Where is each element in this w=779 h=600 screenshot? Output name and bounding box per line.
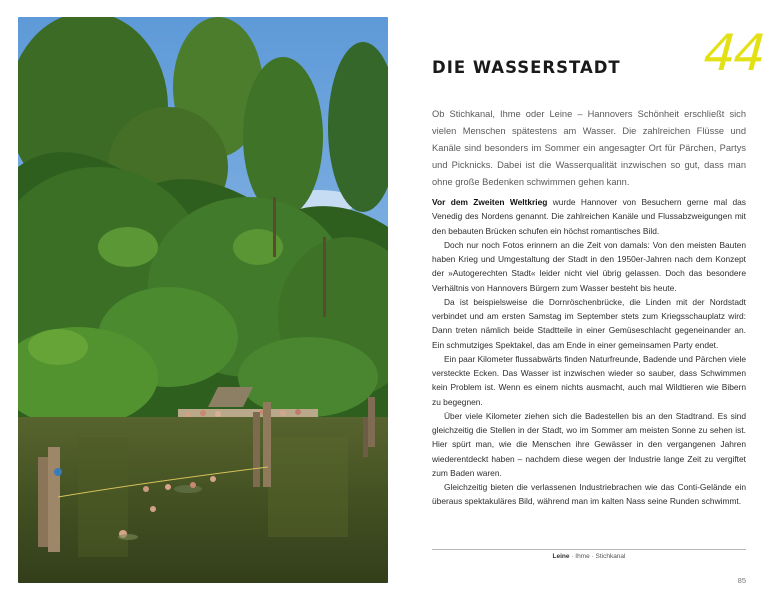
- body-paragraph-3: Da ist beispielsweise die Dornröschenbrücke, die Linden mit der Nordstadt verbindet und am ersten Samstag im September stets zum Kriegsschauplatz wird: Dann treten nämlich beide Stadtteile in einer Gemüseschlacht gegeneinander an. Ein schmutziges Spektakel, das am Ende in einer gemeinsamen Party endet.: [432, 296, 746, 350]
- footer-divider: [432, 549, 746, 550]
- body-paragraph-6: Gleichzeitig bieten die verlassenen Industriebrachen wie das Conti-Gelände ein überaus spektakuläres Bild, während man im kalten Nass seine Runden schwimmt.: [432, 482, 746, 507]
- photo-illustration: [18, 17, 388, 583]
- chapter-title: DIE WASSERSTADT: [432, 58, 621, 77]
- lead-bold: Vor dem Zweiten Weltkrieg: [432, 197, 548, 207]
- intro-paragraph: Ob Stichkanal, Ihme oder Leine – Hannovers Schönheit erschließt sich vielen Menschen spätestens am Wasser. Die zahlreichen Flüsse und Kanäle sind besonders im Sommer ein angesagter Ort für Pärchen, Partys und Picknicks. Dabei ist die Wasserqualität inzwischen so gut, dass man ohne große Bedenken schwimmen gehen kann.: [432, 109, 746, 188]
- body-paragraph-1: [432, 195, 746, 238]
- page-number: 85: [737, 576, 746, 585]
- body-paragraph-5: Über viele Kilometer ziehen sich die Badestellen bis an den Stadtrand. Es sind gleichzeitig die Stellen in der Stadt, wo im Sommer am meisten Sonne zu sehen ist. Hier spürt man, wie die Menschen ihre Gewässer in den vergangenen Jahren wiederentdeckt haben – nachdem diese wegen der Industrie lange Zeit zu vergiftet zum Baden waren.: [432, 410, 746, 478]
- footer-location-rest: · Ihme · Stichkanal: [569, 553, 626, 560]
- body-paragraph-4: Ein paar Kilometer flussabwärts finden Naturfreunde, Badende und Pärchen viele versteckte Ecken. Das Wasser ist inzwischen wieder so sauber, dass Schwimmen kein Problem ist. Wenn es einem nichts ausmacht, auch mal Wildtieren wie Bibern zu begegnen.: [432, 353, 746, 407]
- body-text: [432, 195, 746, 509]
- body-paragraph-2: Doch nur noch Fotos erinnern an die Zeit von damals: Von den meisten Bauten haben Krieg und Umgestaltung der Stadt in den 1950er-Jahren nach dem Konzept der »Autogerechten Stadt« leider nicht viel übrig gelassen. Doch das besondere Verhältnis von Hannovers Bürgern zum Wasser besteht bis heute.: [432, 239, 746, 293]
- footer-location-bold: Leine: [552, 553, 570, 560]
- river-bathing-photo: [18, 17, 388, 583]
- chapter-number: 44: [701, 24, 766, 82]
- paragraph-1-text: wurde Hannover von Besuchern gerne mal das Venedig des Nordens genannt. Die zahlreichen Kanäle und Flussabzweigungen mit den bebauten Brücken schufen ein höchst romantisches Bild.: [432, 197, 746, 236]
- footer-locations: [432, 553, 746, 560]
